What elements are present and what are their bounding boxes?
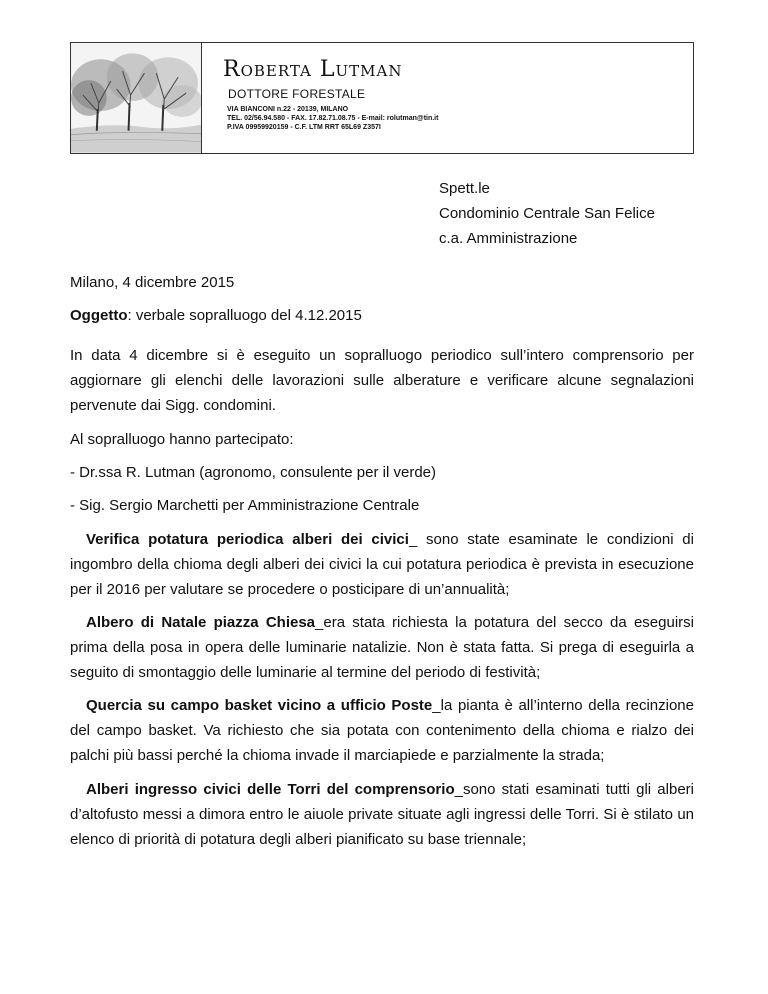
item-title: Albero di Natale piazza Chiesa — [86, 614, 316, 631]
item-text: _ sono state esaminate le condizioni di ingombro della chioma degli alberi dei civici la cui potatura periodica è prevista in esecuzione per il 2016 per valutare se procedere o posticipare di un’annualità; — [70, 531, 694, 598]
address-line: VIA BIANCONI n.22 - 20139, MILANO — [227, 106, 349, 113]
recipient-block — [439, 176, 655, 251]
intro-paragraph: In data 4 dicembre si è eseguito un sopralluogo periodico sull’intero comprensorio per aggiornare gli elenchi delle lavorazioni sulle alberature e verificare alcune segnalazioni pervenute dai Sigg. condomini. — [70, 347, 694, 414]
subject-line — [70, 303, 694, 328]
item-text: _sono stati esaminati tutti gli alberi d’altofusto messi a dimora entro le aiuole private situate agli ingressi delle Torri. Si è stilato un elenco di priorità di potatura degli alberi pianificato su base triennale; — [70, 781, 694, 848]
item-text: _era stata richiesta la potatura del secco da eseguirsi prima della posa in opera delle luminarie natalizie. Non è stata fatta. Si prega di eseguirla a seguito di smontaggio delle luminarie al termine del periodo di festività; — [70, 614, 694, 681]
item-paragraph — [70, 693, 694, 768]
recipient-line: c.a. Amministrazione — [439, 230, 578, 247]
date-line: Milano, 4 dicembre 2015 — [70, 274, 235, 291]
subject-text: : verbale sopralluogo del 4.12.2015 — [127, 307, 362, 324]
brand-title: DOTTORE FORESTALE — [228, 87, 366, 101]
item-text: _la pianta è all’interno della recinzione del campo basket. Va richiesto che sia potata con contenimento della chioma e rialzo dei palchi più bassi perché la chioma invade il marciapiede e parzialmente la strada; — [70, 697, 694, 764]
tree-illustration-icon — [71, 43, 201, 153]
recipient-line: Spett.le — [439, 180, 490, 197]
participant-item: - Sig. Sergio Marchetti per Amministrazione Centrale — [70, 497, 420, 514]
letterhead — [70, 42, 694, 154]
participants-heading: Al sopralluogo hanno partecipato: — [70, 431, 294, 448]
tax-line: P.IVA 09959920159 - C.F. LTM RRT 65L69 Z357I — [227, 124, 381, 131]
recipient-line: Condominio Centrale San Felice — [439, 205, 655, 222]
item-title: Verifica potatura periodica alberi dei civici — [86, 531, 409, 548]
subject-label: Oggetto — [70, 307, 128, 324]
item-title: Alberi ingresso civici delle Torri del comprensorio — [86, 781, 455, 798]
participant-item: - Dr.ssa R. Lutman (agronomo, consulente per il verde) — [70, 464, 436, 481]
item-paragraph — [70, 610, 694, 685]
contacts-line: TEL. 02/56.94.580 - FAX. 17.82.71.08.75 - E-mail: rolutman@tin.it — [227, 115, 439, 122]
brand-name: Roberta Lutman — [223, 57, 403, 82]
item-paragraph — [70, 777, 694, 852]
tree-logo — [71, 43, 202, 153]
item-title: Quercia su campo basket vicino a ufficio Poste — [86, 697, 433, 714]
item-paragraph — [70, 527, 694, 602]
brand-info — [227, 105, 438, 132]
